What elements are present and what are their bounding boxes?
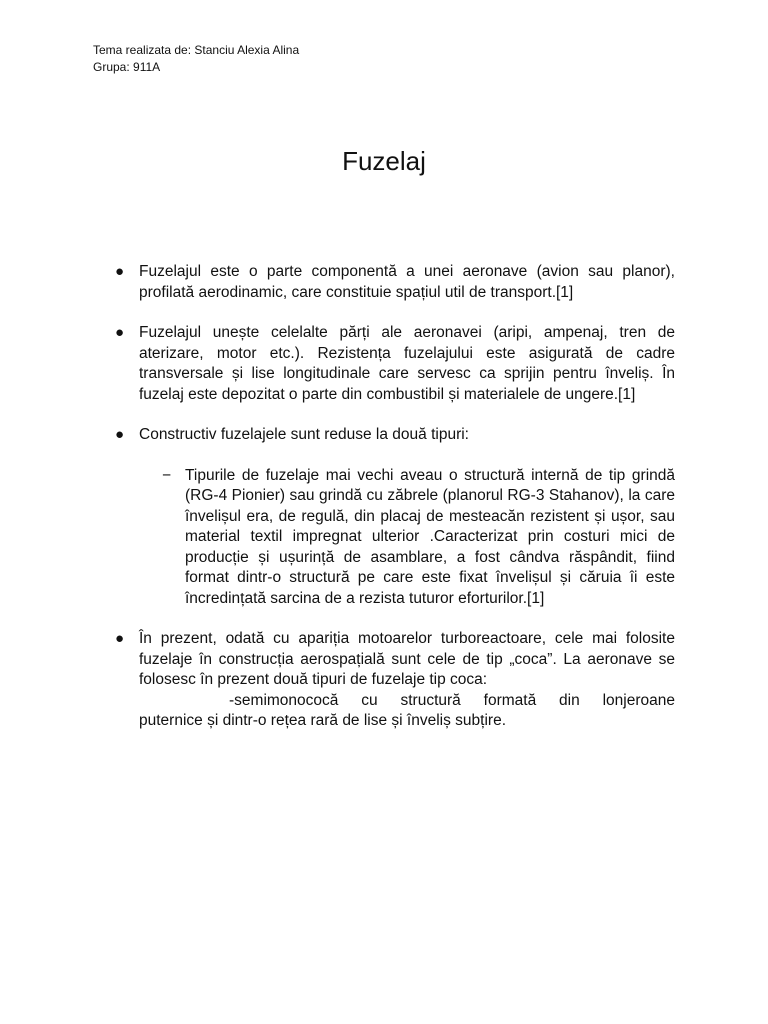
page-title: Fuzelaj bbox=[342, 146, 426, 176]
list-item bbox=[115, 262, 675, 303]
list-item-text: Fuzelajul unește celelalte părți ale aeronavei (aripi, ampenaj, tren de aterizare, motor etc.). Rezistența fuzelajului este asigurată de cadre transversale și lise longitudinale care servesc ca sprijin pentru înveliș. În fuzelaj este depozitat o parte din combustibil și materialele de ungere.[1] bbox=[139, 324, 675, 403]
author-line: Tema realizata de: Stanciu Alexia Alina bbox=[93, 43, 300, 57]
document-body bbox=[115, 262, 675, 752]
list-item bbox=[115, 323, 675, 405]
list-item bbox=[115, 629, 675, 732]
list-item-text: Constructiv fuzelajele sunt reduse la două tipuri: bbox=[139, 426, 469, 443]
bullet-icon: ● bbox=[115, 324, 125, 341]
bullet-icon: ● bbox=[115, 263, 125, 280]
sub-list-item bbox=[162, 466, 675, 610]
document-header bbox=[93, 42, 299, 76]
list-item-text: În prezent, odată cu apariția motoarelor turboreactoare, cele mai folosite fuzelaje în construcția aerospațială sunt cele de tip „coca”. La aeronave se folosesc în prezent două tipuri de fuzelaje tip coca: bbox=[139, 630, 675, 688]
group-line: Grupa: 911A bbox=[93, 60, 161, 74]
bullet-icon: ● bbox=[115, 426, 125, 443]
indented-line: -semimonococă cu structură formată din lonjeroane bbox=[229, 691, 675, 709]
list-item bbox=[115, 425, 675, 446]
dash-icon: − bbox=[162, 466, 172, 484]
final-line: puternice și dintr-o rețea rară de lise și înveliș subțire. bbox=[139, 712, 506, 729]
bullet-icon: ● bbox=[115, 630, 125, 647]
list-item-text: Fuzelajul este o parte componentă a unei aeronave (avion sau planor), profilată aerodinamic, care constituie spațiul util de transport.[1] bbox=[139, 263, 675, 301]
sub-list-item-text: Tipurile de fuzelaje mai vechi aveau o structură internă de tip grindă (RG-4 Pionier) sau grindă cu zăbrele (planorul RG-3 Stahanov), la care învelișul era, de regulă, din placaj de mesteacăn rezistent și ușor, sau material textil impregnat ulterior .Caracterizat prin costuri mici de producție și ușurință de asamblare, a fost cândva răspândit, fiind format dintr-o structură pe care este fixat învelișul și căruia îi este încredințată sarcina de a rezista tuturor eforturilor.[1] bbox=[185, 466, 675, 607]
